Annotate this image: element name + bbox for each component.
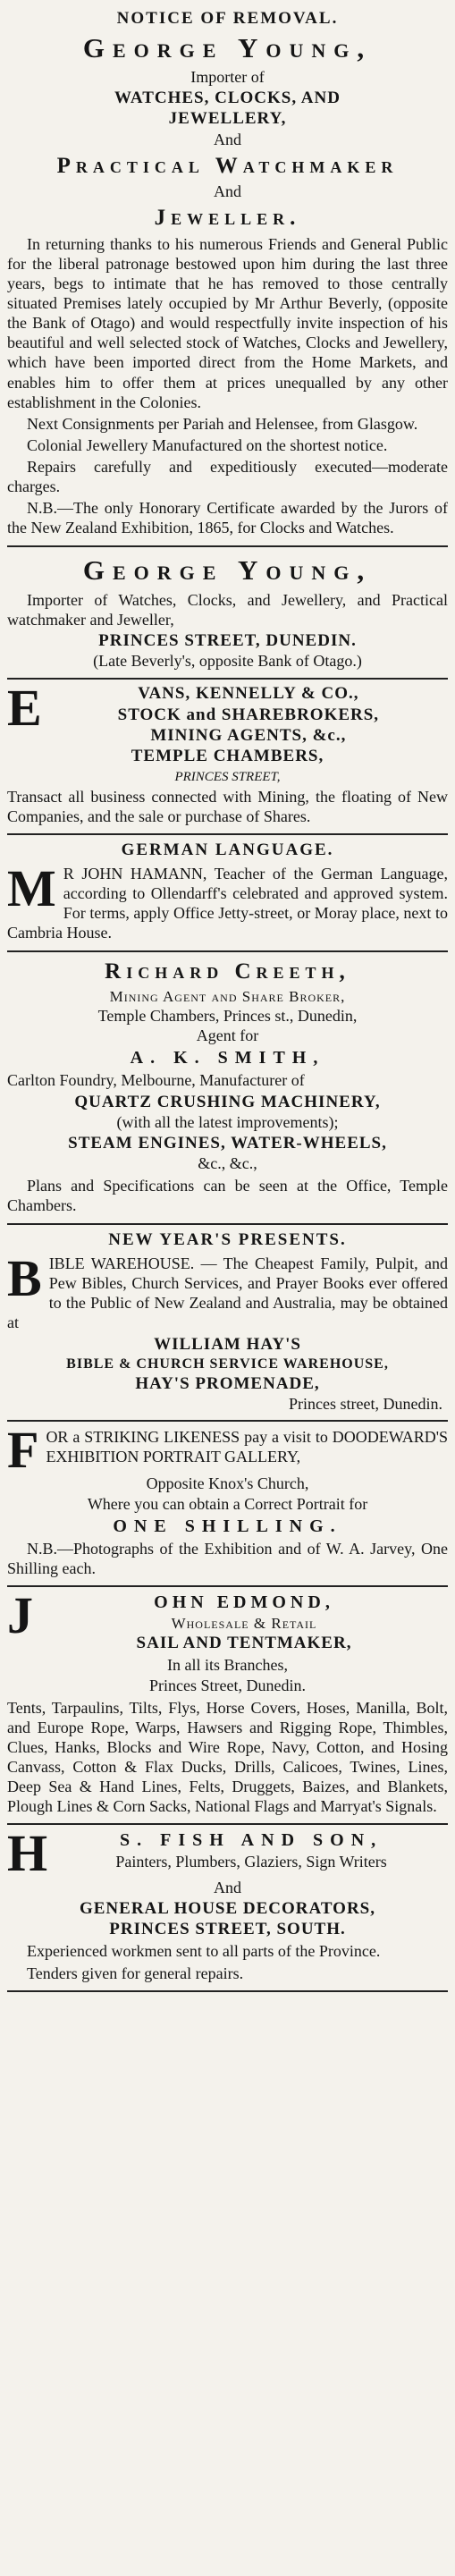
repairs-paragraph: Repairs carefully and expeditiously executed—moderate charges.	[7, 458, 448, 496]
description-paragraph: Importer of Watches, Clocks, and Jewellery, and Practical watchmaker and Jeweller,	[7, 590, 448, 629]
trade-line-2: MINING AGENTS, &c.,	[150, 725, 347, 745]
richard-creeth-ad	[7, 950, 448, 1223]
trade-line: Practical Watchmaker	[56, 153, 399, 178]
street-line: Princes street, Dunedin.	[289, 1395, 442, 1414]
plans-paragraph: Plans and Specifications can be seen at the Office, Temple Chambers.	[7, 1177, 448, 1215]
german-language-ad	[7, 833, 448, 950]
bible-warehouse-ad	[7, 1223, 448, 1421]
agent-line: Agent for	[196, 1026, 259, 1045]
merchant-name: WILLIAM HAY'S	[154, 1335, 301, 1355]
price-line: ONE SHILLING.	[113, 1516, 342, 1537]
etc-line: &c., &c.,	[198, 1154, 257, 1173]
drop-cap: M	[7, 859, 56, 918]
ad-heading: NEW YEAR'S PRESENTS.	[108, 1229, 347, 1249]
firm-name: S. FISH AND SON,	[119, 1830, 383, 1851]
offer-line: Where you can obtain a Correct Portrait for	[87, 1495, 368, 1514]
trade-line-2: Jeweller.	[154, 205, 301, 230]
tenders-paragraph: Tenders given for general repairs.	[27, 1964, 244, 1982]
address-line: PRINCES STREET, DUNEDIN.	[98, 630, 357, 650]
decorators-line: GENERAL HOUSE DECORATORS,	[79, 1898, 375, 1918]
promenade-line: HAY'S PROMENADE,	[135, 1373, 320, 1393]
notice-heading: NOTICE OF REMOVAL.	[116, 9, 339, 28]
trades-line: Painters, Plumbers, Glaziers, Sign Writers	[115, 1853, 387, 1871]
and-line-2: And	[214, 182, 241, 200]
drop-cap: H	[7, 1824, 48, 1883]
george-young-removal-notice	[7, 4, 448, 545]
certificate-paragraph: N.B.—The only Honorary Certificate awarded by the Jurors of the New Zealand Exhibition, 1865, for Clocks and Watches.	[7, 499, 448, 537]
drop-cap: J	[7, 1586, 33, 1645]
workmen-paragraph: Experienced workmen sent to all parts of the Province.	[27, 1942, 381, 1961]
body-paragraph: Transact all business connected with Mining, the floating of New Companies, and the sale or purchase of Shares.	[7, 787, 448, 825]
drop-cap: E	[7, 679, 42, 738]
fish-and-son-ad	[7, 1823, 448, 1991]
trade-line: STOCK and SHAREBROKERS,	[117, 705, 380, 724]
consignment-paragraph: Next Consignments per Pariah and Helensee, from Glasgow.	[27, 414, 418, 433]
goods-paragraph: Tents, Tarpaulins, Tilts, Flys, Horse Covers, Hoses, Manilla, Bolt, and Europe Rope, Warps, Hawsers and Rigging Rope, Thimbles, Clues, Hanks, Blocks and Wire Rope, Navy, Cotton, and Hosing Canvass, Cotton & Flax Ducks, Drills, Calicoes, Twines, Lines, Deep Sea & Hand Lines, Felts, Druggets, Baizes, and Blankets, Plough Lines & Corn Sacks, National Flags and Marryat's Signals.	[7, 1698, 448, 1816]
newspaper-column	[7, 0, 448, 1992]
engines-line: STEAM ENGINES, WATER-WHEELS,	[68, 1133, 387, 1153]
machinery-line: QUARTZ CRUSHING MACHINERY,	[74, 1092, 381, 1111]
importer-line: Importer of	[190, 68, 265, 86]
location-note: (Late Beverly's, opposite Bank of Otago.)	[93, 652, 362, 671]
body-paragraph: IBLE WAREHOUSE. — The Cheapest Family, Pulpit, and Pew Bibles, Church Services, and Prayer Books ever offered to the Public of New Zealand and Australia, may be obtained at	[7, 1254, 448, 1331]
and-line: And	[214, 1878, 241, 1896]
firm-name: VANS, KENNELLY & CO.,	[138, 684, 359, 704]
trade-line: SAIL AND TENTMAKER,	[136, 1634, 352, 1653]
trade-type-line: Wholesale & Retail	[171, 1615, 317, 1633]
address-line: Temple Chambers, Princes st., Dunedin,	[97, 1006, 358, 1025]
george-young-card	[7, 545, 448, 679]
goods-line-2: JEWELLERY,	[168, 109, 287, 129]
street-line: PRINCES STREET,	[174, 769, 281, 784]
body-paragraph: In returning thanks to his numerous Friends and General Public for the liberal patronage bestowed upon him during the last three years, begs to intimate that he has removed to those centrally situated Premises lately occupied by Mr Arthur Beverly, (opposite the Bank of Otago) and would respectfully invite inspection of his beautiful and well selected stock of Watches, Clocks and Jewellery, which have been imported direct from the Home Markets, and enables him to offer them at prices unequalled by any other establishment in the Colonies.	[7, 234, 448, 411]
john-edmond-ad	[7, 1585, 448, 1823]
advertiser-name: George Young,	[82, 553, 373, 586]
portrait-gallery-ad	[7, 1420, 448, 1585]
manufacture-paragraph: Colonial Jewellery Manufactured on the shortest notice.	[27, 435, 388, 454]
advertiser-name: George Young,	[82, 32, 373, 63]
body-paragraph: R JOHN HAMANN, Teacher of the German Language, according to Ollendarff's celebrated and approved system. For terms, apply Office Jetty-street, or Moray place, next to Cambria House.	[7, 865, 448, 942]
and-line: And	[214, 130, 241, 148]
ad-heading: GERMAN LANGUAGE.	[121, 840, 334, 860]
branches-line: In all its Branches,	[167, 1655, 288, 1674]
principal-name: A. K. SMITH,	[130, 1048, 325, 1068]
occupation-line: Mining Agent and Share Broker,	[109, 987, 346, 1005]
nb-paragraph: N.B.—Photographs of the Exhibition and of W. A. Jarvey, One Shilling each.	[7, 1540, 448, 1578]
location-line: Opposite Knox's Church,	[146, 1474, 309, 1493]
evans-kennelly-ad	[7, 678, 448, 833]
drop-cap: F	[7, 1421, 39, 1480]
drop-cap: B	[7, 1248, 42, 1307]
advertiser-name: OHN EDMOND,	[154, 1592, 334, 1613]
improvements-line: (with all the latest improvements);	[116, 1112, 339, 1131]
premises-line: TEMPLE CHAMBERS,	[131, 747, 324, 766]
address-line: PRINCES STREET, SOUTH.	[109, 1919, 346, 1938]
body-paragraph: OR a STRIKING LIKENESS pay a visit to DOODEWARD'S EXHIBITION PORTRAIT GALLERY,	[46, 1428, 448, 1466]
goods-line: WATCHES, CLOCKS, AND	[114, 88, 341, 107]
advertiser-name: Richard Creeth,	[105, 959, 350, 984]
warehouse-line: BIBLE & CHURCH SERVICE WAREHOUSE,	[66, 1356, 389, 1372]
address-line: Princes Street, Dunedin.	[149, 1676, 306, 1694]
foundry-line: Carlton Foundry, Melbourne, Manufacturer of	[7, 1071, 305, 1090]
